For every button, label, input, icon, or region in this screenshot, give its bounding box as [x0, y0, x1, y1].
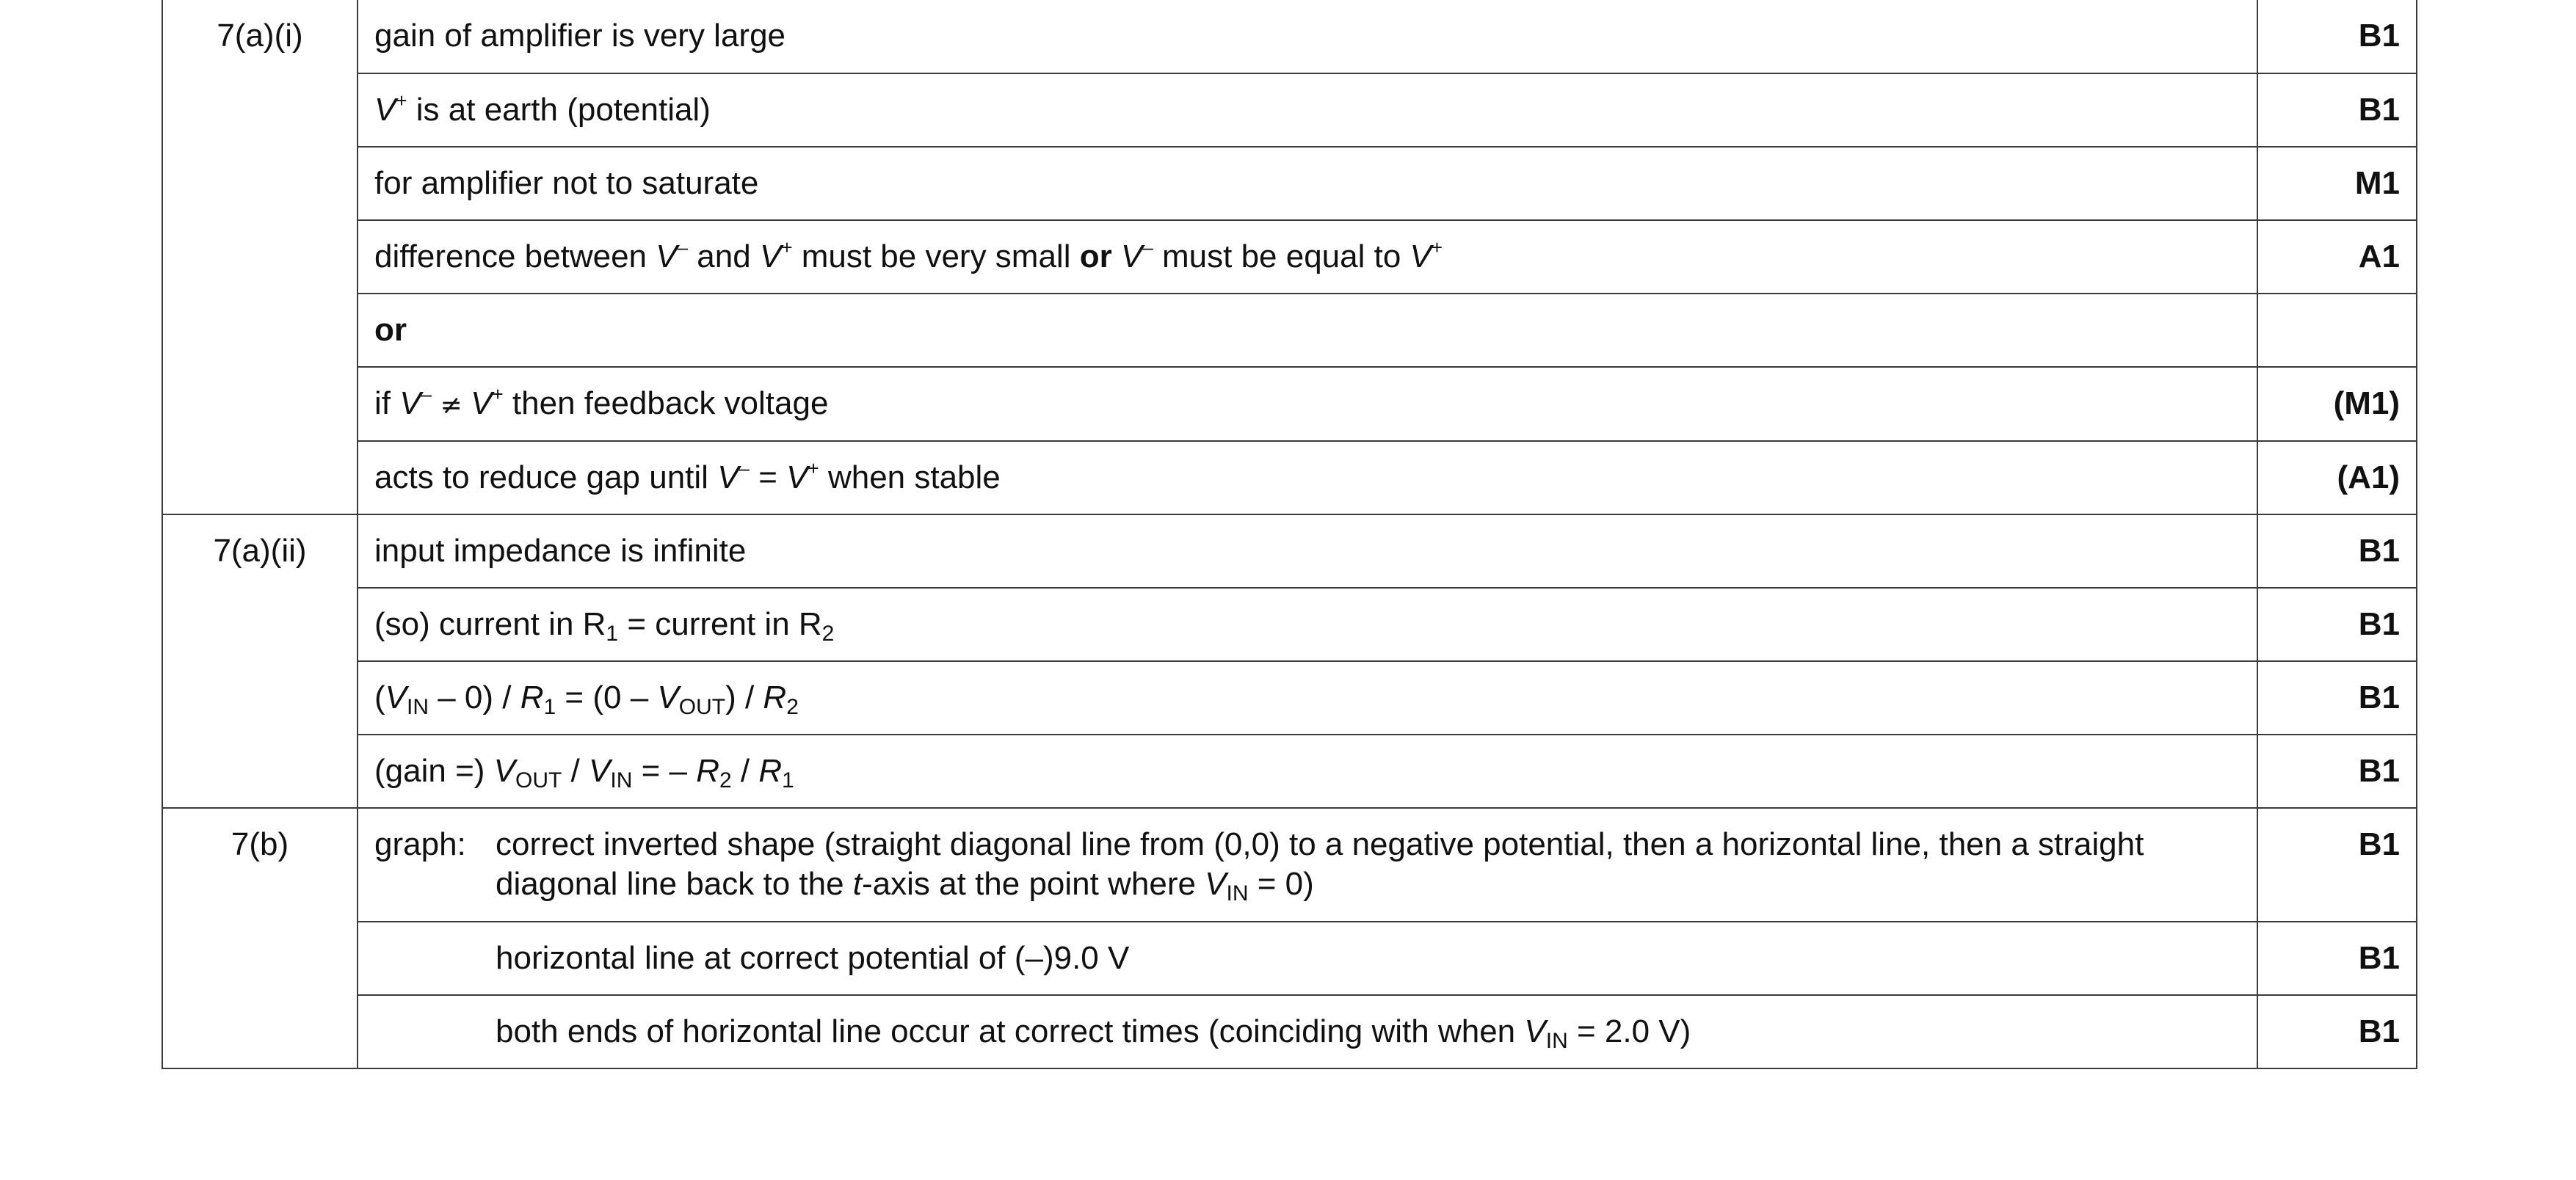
subscript: 1: [782, 768, 794, 793]
superscript: –: [677, 236, 689, 258]
subscript: IN: [1226, 881, 1249, 906]
answer-cell: [358, 661, 2257, 735]
answer-text: both ends of horizontal line occur at correct times (coinciding with when: [496, 1013, 1525, 1049]
answer-cell: [358, 441, 2257, 514]
mark-cell: B1: [2257, 735, 2417, 808]
table-row: [162, 995, 2417, 1068]
answer-text: must be equal to: [1153, 238, 1410, 274]
mark-cell: B1: [2257, 73, 2417, 147]
answer-text: difference between: [374, 238, 656, 274]
answer-text: (so) current in R: [374, 606, 606, 642]
superscript: +: [1431, 236, 1443, 258]
answer-cell: [358, 514, 2257, 588]
graph-label: graph:: [374, 826, 466, 862]
symbol-v: V: [656, 238, 678, 274]
answer-text: correct inverted shape (straight diagonal line from (0,0) to a negative potential, then a horizontal line, then a straight diagonal line back to the: [496, 826, 2144, 902]
answer-cell: [358, 0, 2257, 73]
answer-text: /: [731, 753, 759, 789]
subscript: IN: [407, 695, 429, 719]
table-row: [162, 294, 2417, 367]
mark-cell: [2257, 294, 2417, 367]
answer-text: ) /: [725, 680, 763, 715]
answer-text: is at earth (potential): [407, 92, 711, 128]
symbol-v: V: [471, 385, 493, 421]
subscript: IN: [1545, 1029, 1568, 1053]
superscript: +: [808, 457, 819, 479]
mark-cell: M1: [2257, 147, 2417, 220]
mark-cell: A1: [2257, 220, 2417, 294]
answer-text: if: [374, 385, 400, 421]
answer-text: = 0): [1248, 866, 1314, 902]
subscript: 2: [719, 768, 732, 793]
symbol-v: V: [717, 459, 739, 495]
graph-answer: [374, 825, 2241, 904]
symbol-r: R: [520, 680, 544, 715]
symbol-v: V: [385, 680, 407, 715]
table-row: [162, 514, 2417, 588]
answer-cell: [358, 294, 2257, 367]
answer-text: horizontal line at correct potential of (–)9.0 V: [496, 940, 1130, 976]
answer-text: = –: [632, 753, 697, 789]
symbol-v: V: [399, 385, 421, 421]
symbol-v: V: [1409, 238, 1432, 274]
symbol-r: R: [758, 753, 783, 789]
symbol-v: V: [493, 753, 515, 789]
answer-cell: [358, 995, 2257, 1068]
table-row: [162, 367, 2417, 441]
mark-cell: B1: [2257, 995, 2417, 1068]
symbol-r: R: [696, 753, 719, 789]
mark-cell: B1: [2257, 808, 2417, 922]
answer-cell: [358, 808, 2257, 922]
symbol-t: t: [852, 866, 863, 902]
answer-text: acts to reduce gap until: [374, 459, 718, 495]
superscript: +: [492, 383, 504, 405]
symbol-v: V: [786, 459, 808, 495]
answer-text: = current in R: [618, 606, 822, 642]
answer-text: input impedance is infinite: [374, 533, 747, 569]
answer-text: and: [688, 238, 760, 274]
question-number-7b: 7(b): [162, 808, 358, 1068]
mark-cell: B1: [2257, 514, 2417, 588]
answer-cell: [358, 922, 2257, 995]
bold-or: or: [374, 312, 407, 348]
symbol-v: V: [759, 238, 782, 274]
superscript: +: [781, 236, 793, 258]
symbol-v: V: [1524, 1013, 1546, 1049]
mark-scheme-sheet: [162, 0, 2416, 1069]
subscript: 1: [606, 622, 619, 646]
answer-text-block: [496, 825, 2241, 904]
answer-text: (gain =): [374, 753, 494, 789]
question-number-7aii: 7(a)(ii): [162, 514, 358, 808]
answer-cell: [358, 735, 2257, 808]
table-row: [162, 808, 2417, 922]
answer-text-block: [374, 1012, 1691, 1052]
symbol-r: R: [763, 680, 787, 715]
table-row: [162, 220, 2417, 294]
answer-text: = (0 –: [556, 680, 658, 715]
answer-text: – 0) /: [429, 680, 520, 715]
subscript: 1: [543, 695, 556, 719]
subscript: OUT: [515, 768, 562, 793]
question-number-7ai: 7(a)(i): [162, 0, 358, 514]
table-row: [162, 147, 2417, 220]
answer-cell: [358, 73, 2257, 147]
answer-text: when stable: [819, 459, 1001, 495]
answer-cell: [358, 220, 2257, 294]
answer-text: /: [562, 753, 589, 789]
table-row: [162, 922, 2417, 995]
subscript: OUT: [678, 695, 726, 719]
symbol-v: V: [1120, 238, 1143, 274]
symbol-v: V: [374, 92, 396, 128]
answer-cell: [358, 588, 2257, 661]
table-row: [162, 661, 2417, 735]
answer-text: for amplifier not to saturate: [374, 165, 759, 201]
symbol-v: V: [1205, 866, 1227, 902]
answer-text: gain of amplifier is very large: [374, 18, 786, 54]
mark-cell: B1: [2257, 922, 2417, 995]
mark-cell: (M1): [2257, 367, 2417, 441]
table-row: [162, 0, 2417, 73]
table-row: [162, 73, 2417, 147]
superscript: –: [739, 457, 750, 479]
answer-text: [1112, 238, 1121, 274]
table-row: [162, 588, 2417, 661]
mark-cell: (A1): [2257, 441, 2417, 514]
answer-text: = 2.0 V): [1567, 1013, 1691, 1049]
mark-cell: B1: [2257, 661, 2417, 735]
answer-text: then feedback voltage: [503, 385, 829, 421]
answer-text: -axis at the point where: [862, 866, 1205, 902]
answer-text: (: [374, 680, 385, 715]
subscript: 2: [786, 695, 799, 719]
mark-cell: B1: [2257, 0, 2417, 73]
superscript: –: [421, 383, 432, 405]
bold-or: or: [1079, 238, 1112, 274]
mark-scheme-table: [162, 0, 2417, 1069]
superscript: –: [1142, 236, 1153, 258]
answer-text: must be very small: [792, 238, 1080, 274]
subscript: IN: [610, 768, 633, 793]
table-row: [162, 441, 2417, 514]
equals-sign: =: [750, 459, 787, 495]
answer-cell: [358, 147, 2257, 220]
subscript: 2: [821, 622, 835, 646]
answer-cell: [358, 367, 2257, 441]
table-row: [162, 735, 2417, 808]
mark-cell: B1: [2257, 588, 2417, 661]
symbol-v: V: [589, 753, 611, 789]
not-equal-sign: ≠: [432, 390, 471, 420]
superscript: +: [396, 90, 407, 112]
symbol-v: V: [657, 680, 679, 715]
